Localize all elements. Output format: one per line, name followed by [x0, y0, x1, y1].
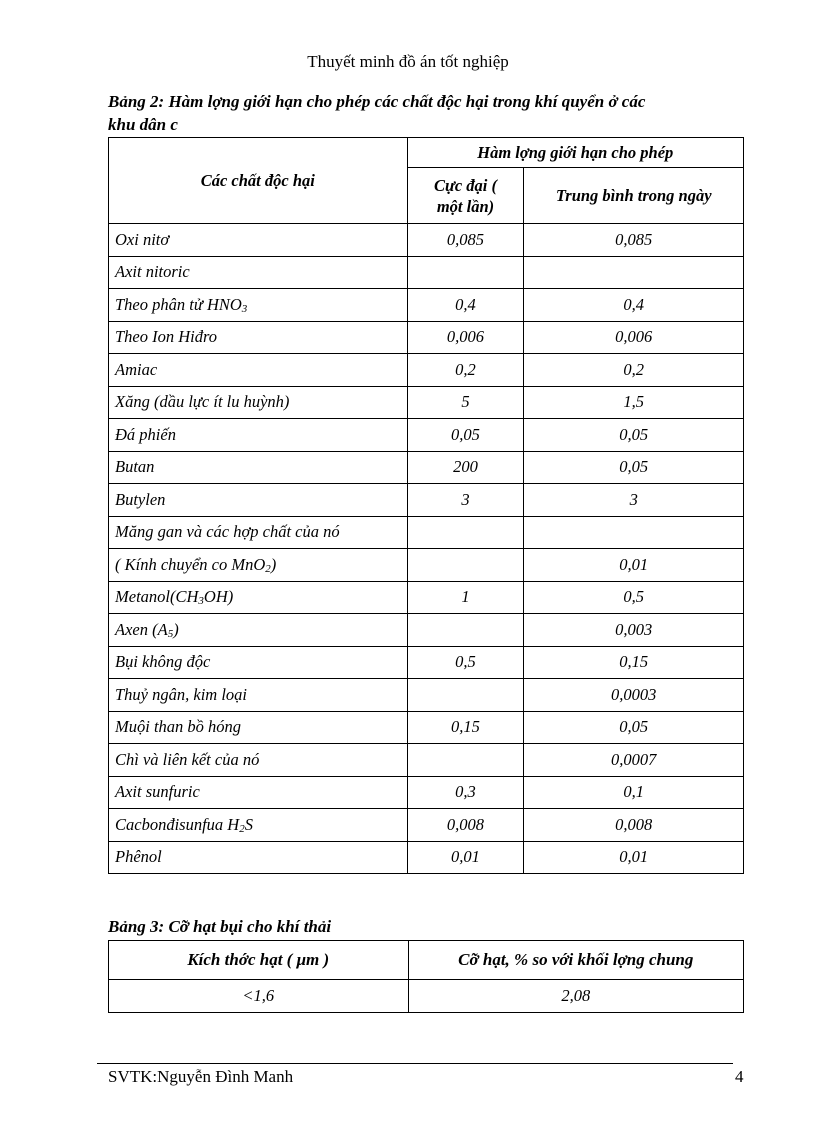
substance-cell: [109, 744, 408, 777]
table-row: [109, 354, 744, 387]
substance-cell: [109, 256, 408, 289]
substance-cell: [109, 321, 408, 354]
substance-name: Chì và liên kết của nó: [115, 749, 260, 769]
avg-value-cell: 0,0007: [524, 744, 744, 777]
substance-cell: [109, 289, 408, 322]
size-cell: <1,6: [109, 980, 409, 1013]
substance-name: Metanol(CH: [115, 587, 199, 607]
substance-cell: [109, 516, 408, 549]
max-value-cell: 0,008: [407, 809, 524, 842]
max-value-cell: 0,006: [407, 321, 524, 354]
table-row: [109, 711, 744, 744]
table-row: [109, 809, 744, 842]
table-row: [109, 841, 744, 874]
table3-caption: Bảng 3: Cỡ hạt bụi cho khí thải: [108, 917, 332, 936]
substance-name: Măng gan và các hợp chất của nó: [115, 522, 340, 542]
table-row: [109, 321, 744, 354]
avg-value-cell: 0,003: [524, 614, 744, 647]
max-value-cell: [407, 256, 524, 289]
max-value-cell: 0,3: [407, 776, 524, 809]
table-row: [109, 451, 744, 484]
max-value-cell: [407, 549, 524, 582]
substance-name: Butylen: [115, 489, 166, 509]
table-row: [109, 256, 744, 289]
avg-value-cell: 0,01: [524, 549, 744, 582]
table-row: [109, 419, 744, 452]
avg-value-cell: 0,006: [524, 321, 744, 354]
footer-divider: [97, 1063, 733, 1064]
max-value-cell: 200: [407, 451, 524, 484]
substance-name: Đá phiến: [115, 424, 176, 444]
page-number: 4: [735, 1067, 744, 1086]
substance-suffix: S: [244, 814, 253, 834]
substance-cell: [109, 809, 408, 842]
max-value-cell: 0,01: [407, 841, 524, 874]
avg-value-cell: 0,0003: [524, 679, 744, 712]
substance-name: Axit nitoric: [115, 262, 190, 282]
avg-value-cell: 0,15: [524, 646, 744, 679]
substance-name: Amiac: [115, 359, 158, 379]
substance-cell: [109, 224, 408, 257]
substance-name: Muội than bồ hóng: [115, 717, 242, 737]
table-row: [109, 646, 744, 679]
max-value-cell: 3: [407, 484, 524, 517]
avg-value-cell: 0,2: [524, 354, 744, 387]
col-max-header-line1: Cực đại (: [433, 175, 497, 195]
max-value-cell: 0,085: [407, 224, 524, 257]
max-value-cell: 5: [407, 386, 524, 419]
col-avg-header: Trung bình trong ngày: [524, 168, 744, 224]
max-value-cell: 0,5: [407, 646, 524, 679]
table-row: [109, 744, 744, 777]
percent-cell: 2,08: [408, 980, 743, 1013]
max-value-cell: 0,15: [407, 711, 524, 744]
substance-name: Axen (A: [115, 619, 168, 639]
substance-cell: [109, 841, 408, 874]
avg-value-cell: 0,085: [524, 224, 744, 257]
avg-value-cell: [524, 256, 744, 289]
col-max-header: [407, 168, 524, 224]
col-group-header: Hàm lợng giới hạn cho phép: [407, 138, 743, 168]
substance-name: Cacbonđisunfua H: [115, 814, 240, 834]
table-row: [109, 581, 744, 614]
toxic-limits-table: [108, 137, 744, 874]
table-row: [109, 386, 744, 419]
footer-author: SVTK:Nguyễn Đình Manh: [108, 1067, 294, 1086]
max-value-cell: 0,05: [407, 419, 524, 452]
avg-value-cell: 3: [524, 484, 744, 517]
max-value-cell: 1: [407, 581, 524, 614]
substance-cell: [109, 419, 408, 452]
substance-subscript: 2: [239, 822, 245, 835]
avg-value-cell: 0,5: [524, 581, 744, 614]
avg-value-cell: 0,01: [524, 841, 744, 874]
table-row: [109, 679, 744, 712]
max-value-cell: [407, 614, 524, 647]
col-max-header-line2: một lần): [436, 196, 495, 216]
substance-cell: [109, 451, 408, 484]
table2-caption-line1: Bảng 2: Hàm lợng giới hạn cho phép các chất độc hại trong khí quyển ở các: [108, 92, 646, 111]
max-value-cell: [407, 679, 524, 712]
col-substance-header: Các chất độc hại: [109, 138, 408, 224]
substance-cell: [109, 711, 408, 744]
substance-cell: [109, 614, 408, 647]
avg-value-cell: 1,5: [524, 386, 744, 419]
page-header: Thuyết minh đồ án tốt nghiệp: [307, 52, 509, 71]
table2-caption-line2: khu dân c: [108, 115, 178, 134]
table-row: [109, 289, 744, 322]
avg-value-cell: 0,05: [524, 419, 744, 452]
substance-name: Axit sunfuric: [115, 782, 200, 802]
table-row: [109, 549, 744, 582]
substance-cell: [109, 386, 408, 419]
table-row: [109, 224, 744, 257]
substance-suffix: ): [270, 554, 277, 574]
max-value-cell: [407, 516, 524, 549]
max-value-cell: 0,4: [407, 289, 524, 322]
substance-cell: [109, 679, 408, 712]
substance-subscript: 5: [167, 627, 174, 640]
substance-name: ( Kính chuyển co MnO: [115, 554, 266, 574]
substance-cell: [109, 484, 408, 517]
table-row: [109, 614, 744, 647]
avg-value-cell: [524, 516, 744, 549]
avg-value-cell: 0,1: [524, 776, 744, 809]
avg-value-cell: 0,05: [524, 451, 744, 484]
substance-cell: [109, 646, 408, 679]
substance-cell: [109, 581, 408, 614]
substance-cell: [109, 549, 408, 582]
substance-name: Oxi nitơ: [115, 229, 170, 249]
table2-caption: [108, 90, 742, 136]
col-size-header: Kích thớc hạt ( μm ): [109, 941, 409, 980]
substance-name: Xăng (dầu lực ít lu huỳnh): [115, 392, 290, 412]
substance-name: Phênol: [115, 847, 162, 867]
avg-value-cell: 0,4: [524, 289, 744, 322]
substance-suffix: OH): [203, 587, 234, 607]
substance-cell: [109, 354, 408, 387]
table-row: [109, 484, 744, 517]
max-value-cell: [407, 744, 524, 777]
substance-suffix: ): [173, 619, 179, 639]
table-row: [109, 776, 744, 809]
avg-value-cell: 0,05: [524, 711, 744, 744]
col-percent-header: Cỡ hạt, % so với khối lợng chung: [408, 941, 743, 980]
substance-subscript: 3: [241, 302, 248, 315]
max-value-cell: 0,2: [407, 354, 524, 387]
table-row: [109, 980, 744, 1013]
substance-name: Theo phân tử HNO: [115, 294, 242, 314]
substance-subscript: 2: [265, 562, 271, 575]
substance-name: Theo Ion Hiđro: [115, 327, 218, 347]
substance-name: Thuỷ ngân, kim loại: [115, 684, 247, 704]
table-row: [109, 516, 744, 549]
substance-subscript: 3: [198, 595, 204, 608]
avg-value-cell: 0,008: [524, 809, 744, 842]
dust-size-table: [108, 940, 744, 1013]
substance-name: Butan: [115, 457, 155, 477]
substance-cell: [109, 776, 408, 809]
substance-name: Bụi không độc: [115, 652, 211, 672]
